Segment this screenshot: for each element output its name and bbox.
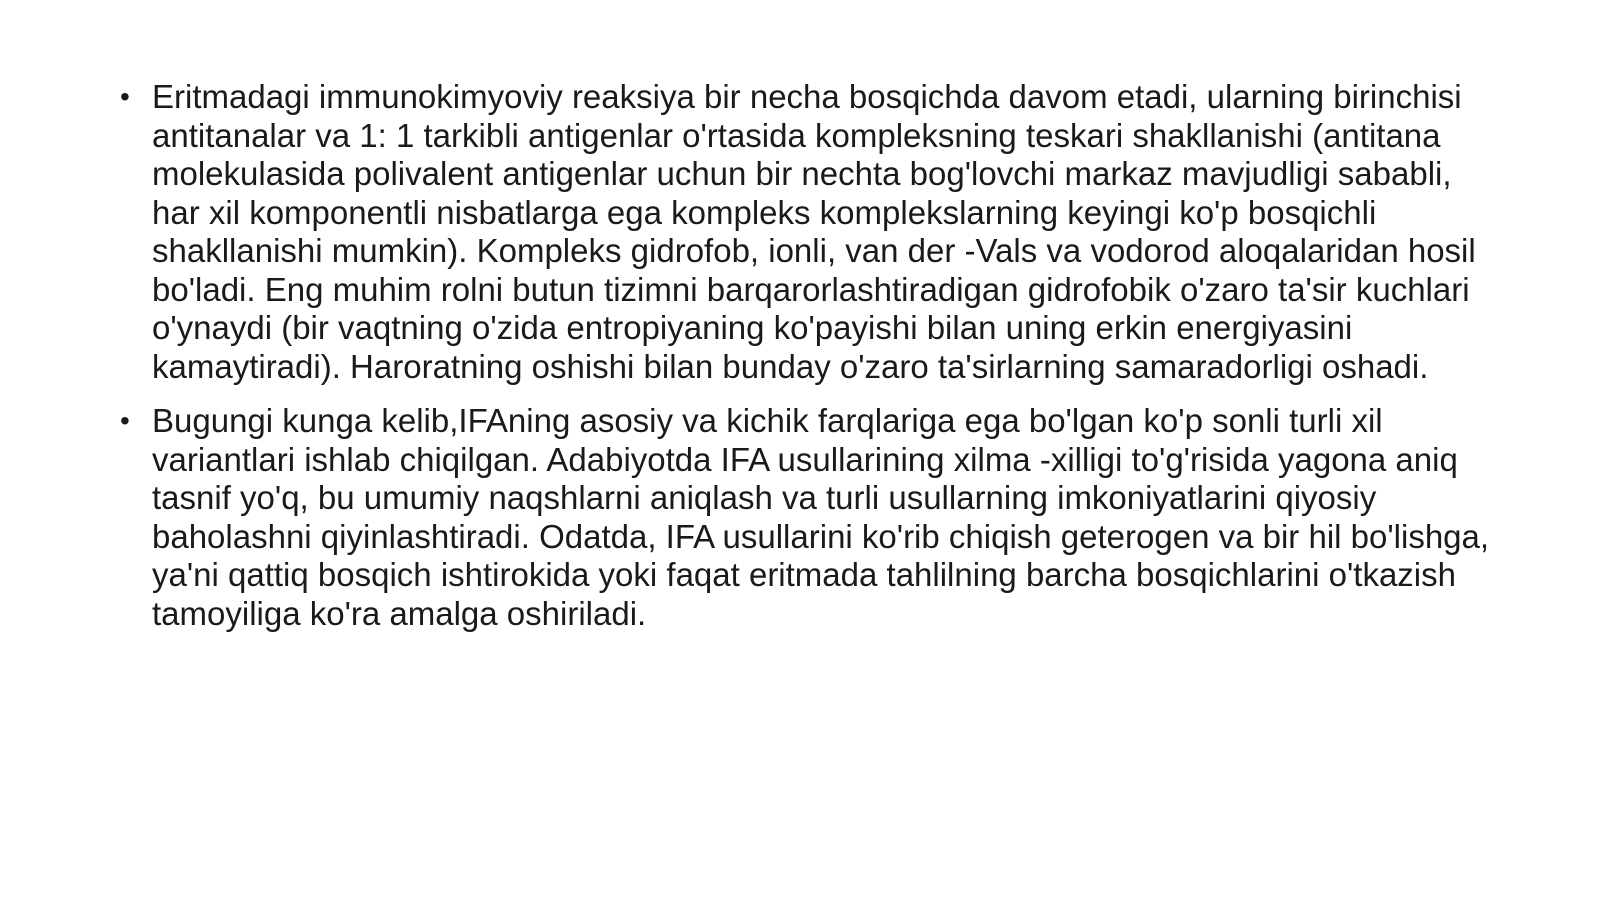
bullet-item: [112, 402, 1492, 633]
bullet-text: Bugungi kunga kelib,IFAning asosiy va kichik farqlariga ega bo'lgan ko'p sonli turli xil variantlari ishlab chiqilgan. Adabiyotda IFA usullarining xilma -xilligi to'g'risida yagona aniq tasnif yo'q, bu umumiy naqshlarni aniqlash va turli usullarning imkoniyatlarini qiyosiy baholashni qiyinlashtiradi. Odatda, IFA usullarini ko'rib chiqish geterogen va bir hil bo'lishga, ya'ni qattiq bosqich ishtirokida yoki faqat eritmada tahlilning barcha bosqichlarini o'tkazish tamoyiliga ko'ra amalga oshiriladi.: [152, 402, 1490, 632]
bullet-list: [112, 78, 1492, 649]
bullet-marker: •: [120, 81, 130, 112]
bullet-item: [112, 78, 1492, 386]
bullet-text: Eritmadagi immunokimyoviy reaksiya bir necha bosqichda davom etadi, ularning birinchisi antitanalar va 1: 1 tarkibli antigenlar o'rtasida kompleksning teskari shakllanishi (antitana molekulasida polivalent antigenlar uchun bir nechta bog'lovchi markaz mavjudligi sababli, har xil komponentli nisbatlarga ega kompleks komplekslarning keyingi ko'p bosqichli shakllanishi mumkin). Kompleks gidrofob, ionli, van der -Vals va vodorod aloqalaridan hosil bo'ladi. Eng muhim rolni butun tizimni barqarorlashtiradigan gidrofobik o'zaro ta'sir kuchlari o'ynaydi (bir vaqtning o'zida entropiyaning ko'payishi bilan uning erkin energiyasini kamaytiradi). Haroratning oshishi bilan bunday o'zaro ta'sirlarning samaradorligi oshadi.: [152, 78, 1476, 385]
bullet-marker: •: [120, 405, 130, 436]
